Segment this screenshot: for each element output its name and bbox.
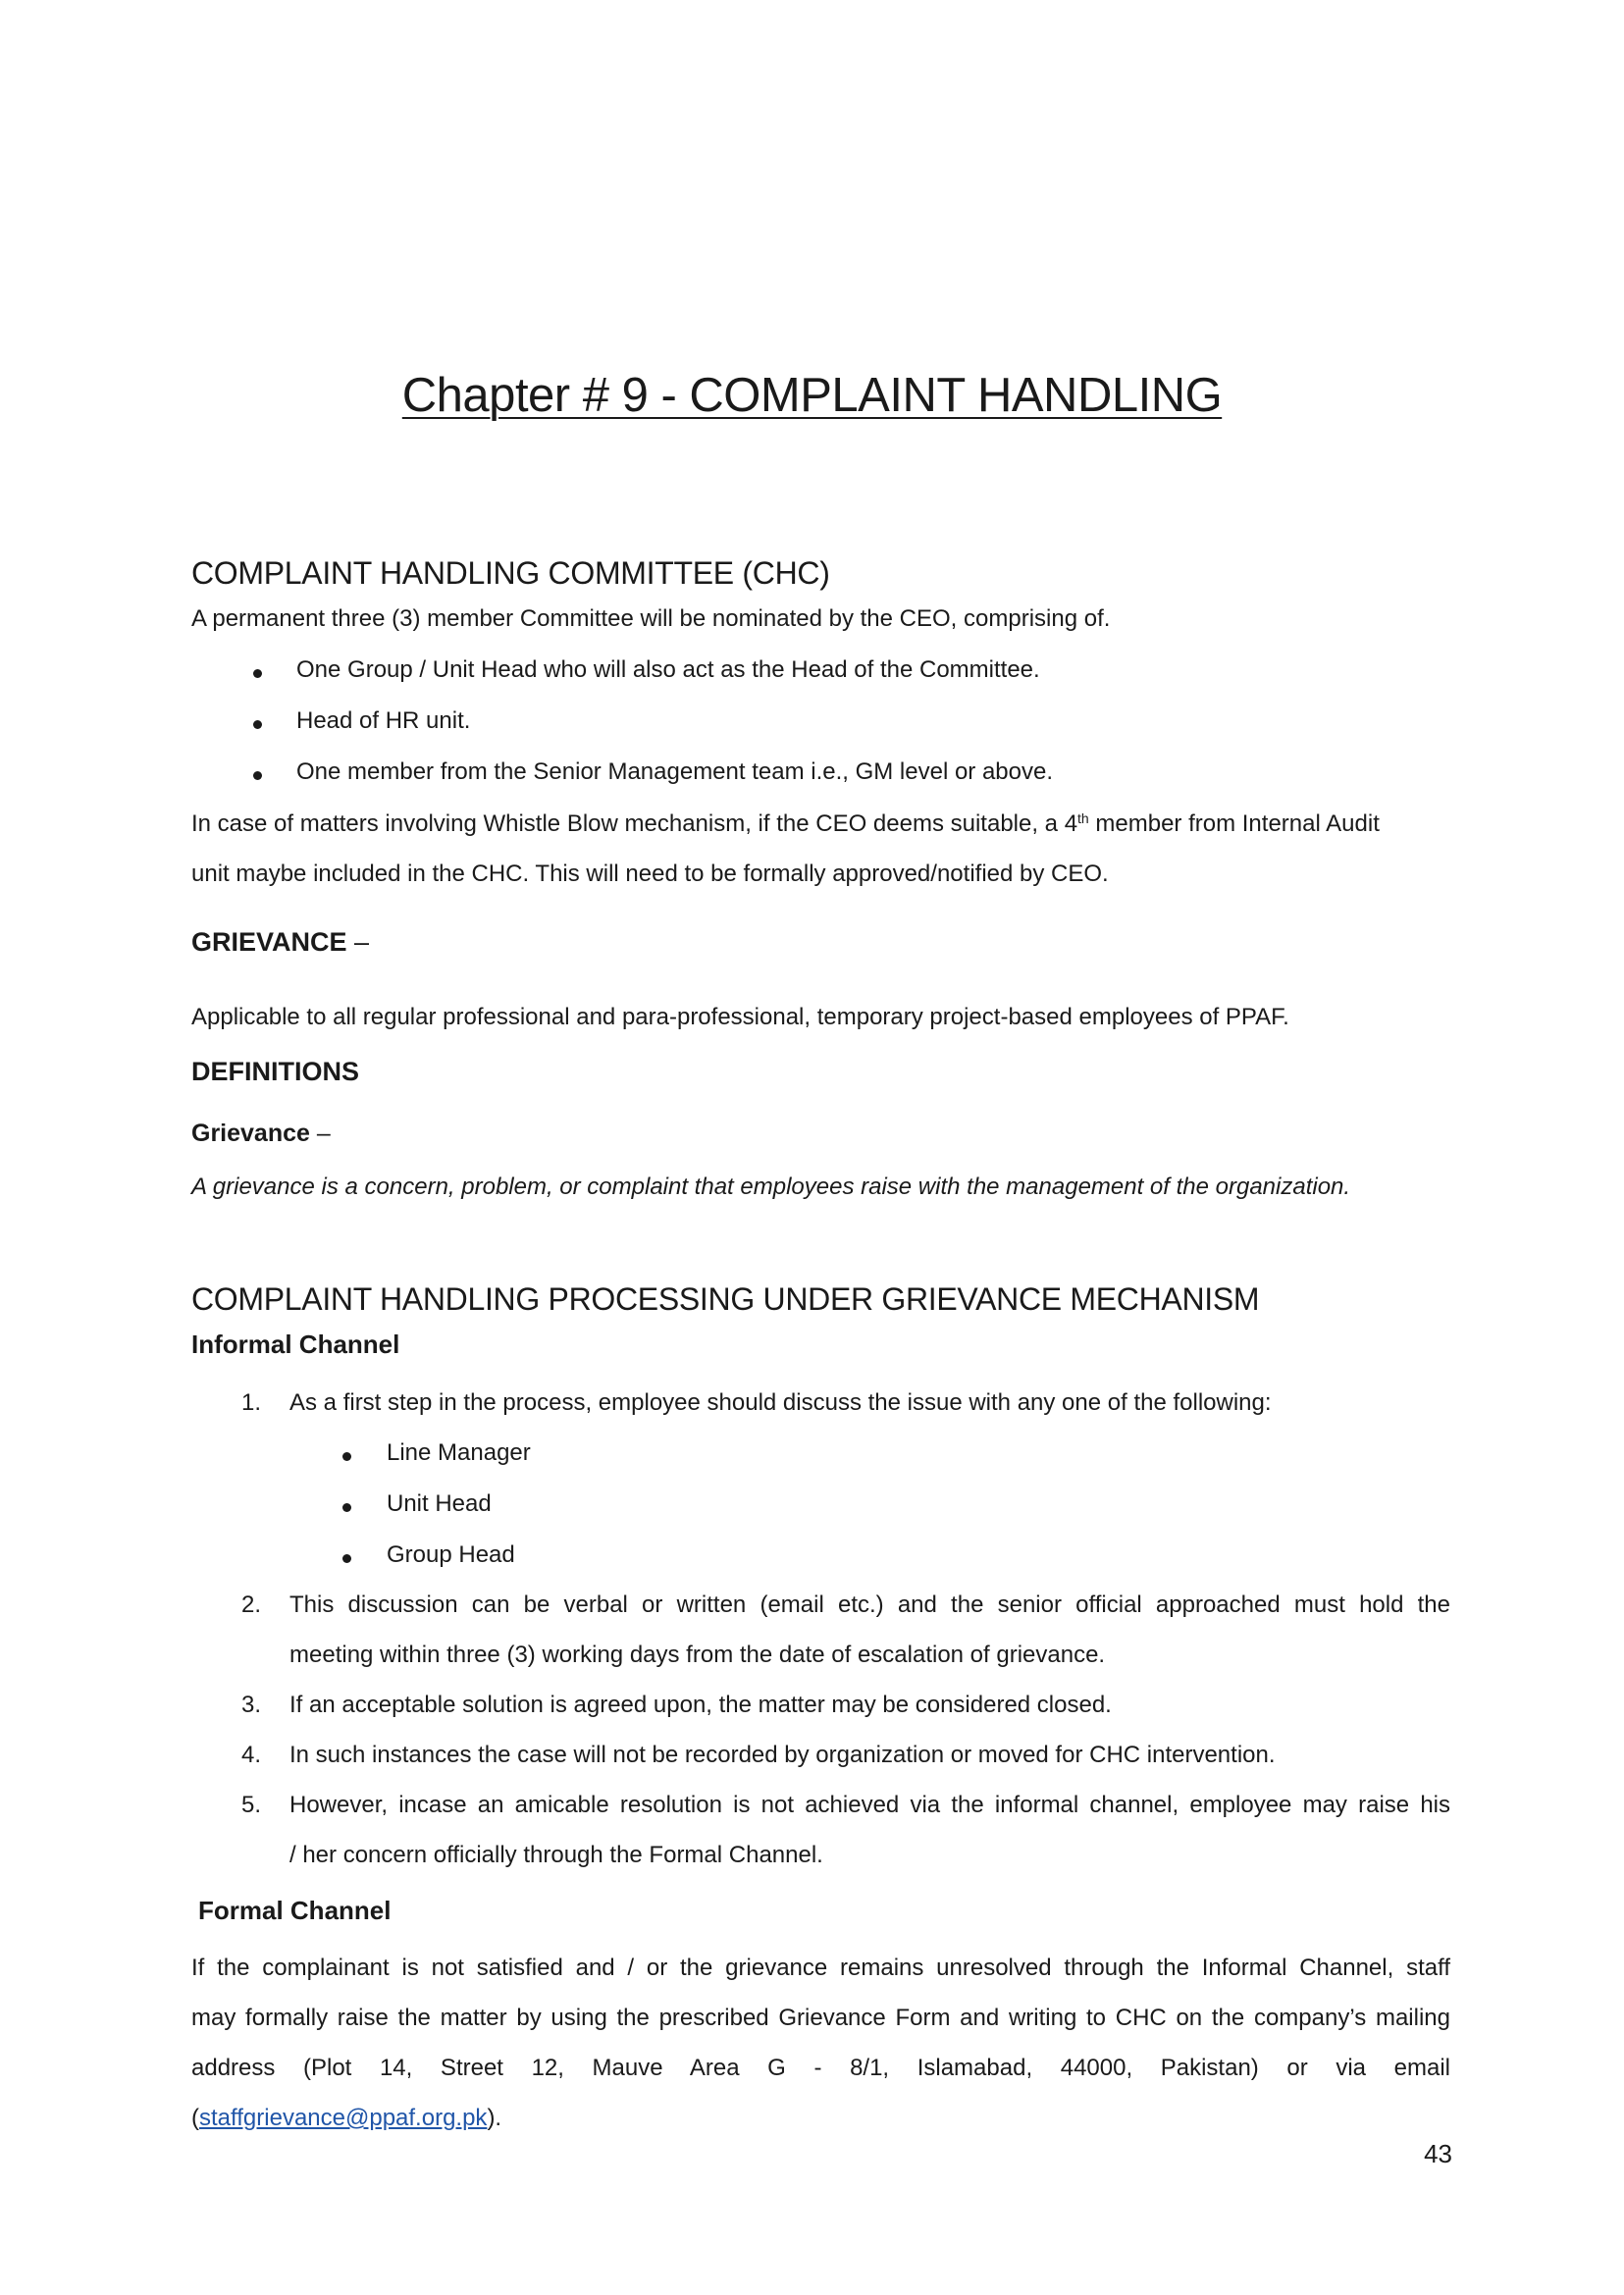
formal-text-line: address (Plot 14, Street 12, Mauve Area G - 8/1, Islamabad, 44000, Pakistan) or via email bbox=[191, 2055, 1450, 2081]
chapter-title: Chapter # 9 - COMPLAINT HANDLING bbox=[401, 369, 1223, 422]
step-text-continued: meeting within three (3) working days from the date of escalation of grievance. bbox=[289, 1642, 1106, 1668]
step-number: 4. bbox=[241, 1742, 262, 1768]
email-link[interactable]: staffgrievance@ppaf.org.pk bbox=[199, 2105, 488, 2131]
contact-item: Unit Head bbox=[387, 1490, 492, 1517]
contact-item: Group Head bbox=[387, 1541, 515, 1568]
page-number: 43 bbox=[1424, 2139, 1452, 2168]
step-text-continued: / her concern officially through the Formal Channel. bbox=[289, 1842, 823, 1868]
chc-member: One Group / Unit Head who will also act as the Head of the Committee. bbox=[296, 656, 1040, 683]
step-number: 2. bbox=[241, 1591, 262, 1618]
bullet-icon bbox=[342, 1554, 351, 1563]
formal-text-line: If the complainant is not satisfied and / or the grievance remains unresolved through the Informal Channel, staff bbox=[191, 1955, 1450, 1981]
definitions-heading: DEFINITIONS bbox=[191, 1057, 360, 1086]
bullet-icon bbox=[342, 1503, 351, 1512]
formal-text-line: may formally raise the matter by using the prescribed Grievance Form and writing to CHC on the company’s mailing bbox=[191, 2005, 1450, 2031]
step-text: However, incase an amicable resolution is not achieved via the informal channel, employee may raise his bbox=[289, 1792, 1450, 1818]
step-number: 1. bbox=[241, 1389, 262, 1416]
chc-heading: COMPLAINT HANDLING COMMITTEE (CHC) bbox=[191, 555, 830, 591]
bullet-icon bbox=[253, 669, 262, 678]
step-text: This discussion can be verbal or written (email etc.) and the senior official approached must hold the bbox=[289, 1591, 1450, 1618]
bullet-icon bbox=[253, 771, 262, 780]
contact-item: Line Manager bbox=[387, 1439, 531, 1466]
formal-channel-heading: Formal Channel bbox=[198, 1896, 392, 1925]
whistle-blow-line: In case of matters involving Whistle Blow mechanism, if the CEO deems suitable, a 4th member from Internal Audit bbox=[191, 810, 1380, 837]
definition-text: A grievance is a concern, problem, or complaint that employees raise with the management of the organization. bbox=[191, 1174, 1351, 1200]
step-text: In such instances the case will not be recorded by organization or moved for CHC intervention. bbox=[289, 1742, 1276, 1768]
definition-term: Grievance – bbox=[191, 1120, 331, 1147]
bullet-icon bbox=[342, 1452, 351, 1461]
step-text: If an acceptable solution is agreed upon, the matter may be considered closed. bbox=[289, 1692, 1112, 1718]
grievance-heading: GRIEVANCE – bbox=[191, 927, 370, 957]
chc-member: Head of HR unit. bbox=[296, 707, 471, 734]
formal-email-line: (staffgrievance@ppaf.org.pk). bbox=[191, 2105, 502, 2131]
grievance-applicability: Applicable to all regular professional and para-professional, temporary project-based employees of PPAF. bbox=[191, 1004, 1289, 1030]
whistle-blow-line-2: unit maybe included in the CHC. This will need to be formally approved/notified by CEO. bbox=[191, 861, 1109, 887]
chc-member: One member from the Senior Management team i.e., GM level or above. bbox=[296, 758, 1054, 785]
step-number: 5. bbox=[241, 1792, 262, 1818]
informal-channel-heading: Informal Channel bbox=[191, 1330, 400, 1359]
processing-heading: COMPLAINT HANDLING PROCESSING UNDER GRIEVANCE MECHANISM bbox=[191, 1281, 1260, 1317]
step-number: 3. bbox=[241, 1692, 262, 1718]
bullet-icon bbox=[253, 720, 262, 729]
chc-intro: A permanent three (3) member Committee will be nominated by the CEO, comprising of. bbox=[191, 605, 1111, 632]
step-text: As a first step in the process, employee should discuss the issue with any one of the following: bbox=[289, 1389, 1272, 1416]
